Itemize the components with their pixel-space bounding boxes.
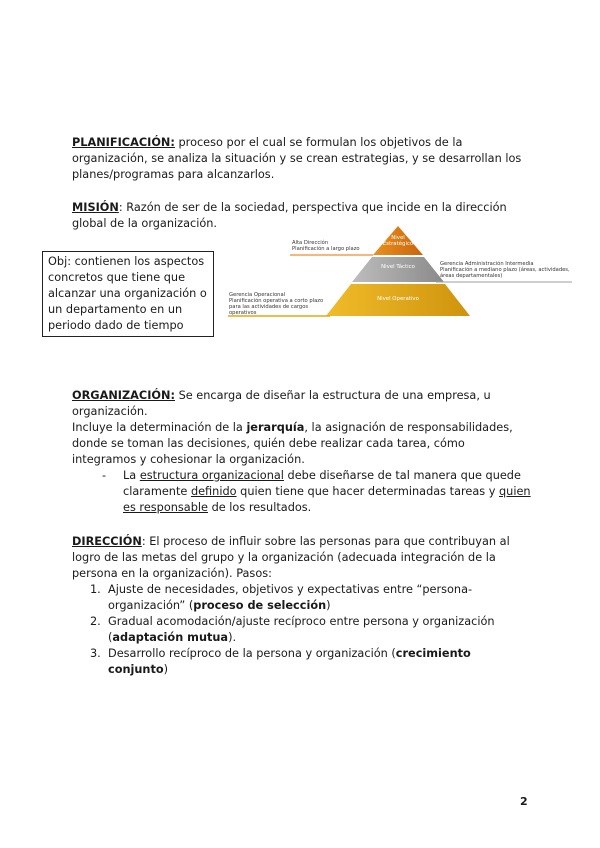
- definido-term: definido: [190, 485, 237, 498]
- page-number: 2: [520, 795, 528, 808]
- objetivos-text: Obj: contienen los aspectos concretos que tiene que alcanzar una organización o un departamento en un periodo dado de tiempo: [48, 255, 207, 332]
- step-bold-term: crecimiento conjunto: [108, 647, 471, 676]
- planificacion-paragraph: [72, 135, 532, 183]
- level-label-strategic: Nivel Estratégico: [382, 235, 414, 247]
- level-label-operative: Nivel Operativo: [377, 296, 419, 302]
- organizacion-term: ORGANIZACIÓN:: [72, 389, 175, 402]
- step-text: Gradual acomodación/ajuste recíproco entre persona y organización (: [108, 615, 495, 644]
- step-bold-term: proceso de selección: [193, 599, 327, 612]
- step-end: ): [326, 599, 331, 612]
- step-end: ): [163, 663, 169, 676]
- bottom-level-description: [229, 292, 337, 316]
- bottom-level-detail-2: para las actividades de cargos operativos: [229, 304, 309, 316]
- direccion-text: : El proceso de influir sobre las personas para que contribuyan al logro de las metas del grupo y la organización (adecuada integración de la persona en la organización). Pasos:: [72, 535, 510, 580]
- jerarquia-term: jerarquía: [246, 421, 305, 434]
- top-level-description: [292, 240, 374, 252]
- level-label-tactical: Nivel Táctico: [381, 264, 415, 270]
- organizacion-bullet: [102, 468, 532, 516]
- bullet-text-g: de los resultados.: [207, 501, 312, 514]
- mision-text: : Razón de ser de la sociedad, perspectiva que incide en la dirección global de la organización.: [72, 201, 507, 230]
- step-text: Desarrollo recíproco de la persona y organización (: [108, 647, 396, 660]
- step-number: 1.: [90, 583, 101, 596]
- bullet-text-a: La: [123, 469, 140, 482]
- bullet-text-c: debe diseñarse de tal manera que quede claramente: [123, 469, 521, 498]
- step-item: [72, 646, 532, 678]
- step-end: ).: [228, 631, 237, 644]
- bullet-dash: -: [102, 469, 107, 482]
- step-item: [72, 614, 532, 646]
- objetivos-box: [42, 251, 214, 337]
- middle-level-title: Gerencia Administración Intermedia: [440, 261, 534, 267]
- bullet-text-e: quien tiene que hacer determinadas tareas y: [236, 485, 500, 498]
- direccion-paragraph: [72, 534, 532, 678]
- bottom-level-detail-1: Planificación operativa a corto plazo: [229, 298, 324, 304]
- step-item: [72, 582, 532, 614]
- top-level-title: Alta Dirección: [292, 240, 329, 246]
- pyramid-diagram: [226, 226, 586, 326]
- direccion-term: DIRECCIÓN: [72, 535, 142, 548]
- planificacion-term: PLANIFICACIÓN:: [72, 136, 175, 149]
- step-text: Ajuste de necesidades, objetivos y expectativas entre “persona-organización” (: [108, 583, 473, 612]
- top-level-detail: Planificación a largo plazo: [292, 246, 360, 252]
- organizacion-text-c: , la asignación de responsabilidades, donde se toman las decisiones, quién debe realizar cada tarea, cómo integramos y cohesionar la organización.: [72, 421, 513, 466]
- estructura-organizacional-term: estructura organizacional: [139, 469, 284, 482]
- organizacion-text-a: Incluye la determinación de la: [72, 421, 247, 434]
- middle-level-description: [440, 261, 580, 279]
- quien-es-responsable-term: quien es responsable: [123, 485, 531, 514]
- organizacion-paragraph: [72, 388, 532, 516]
- middle-level-detail-1: Planificación a mediano plazo (áreas, actividades,: [440, 267, 570, 273]
- step-bold-term: adaptación mutua: [112, 631, 229, 644]
- direccion-steps-list: [72, 582, 532, 678]
- step-number: 3.: [90, 647, 101, 660]
- middle-level-detail-2: áreas departamentales): [440, 273, 503, 279]
- planificacion-text: proceso por el cual se formulan los objetivos de la organización, se analiza la situación y se crean estrategias, y se desarrollan los planes/programas para alcanzarlos.: [72, 136, 522, 181]
- bottom-level-title: Gerencia Operacional: [229, 292, 286, 298]
- organizacion-intro: Se encarga de diseñar la estructura de una empresa, u organización.: [72, 389, 491, 418]
- step-number: 2.: [90, 615, 101, 628]
- mision-term: MISIÓN: [72, 201, 119, 214]
